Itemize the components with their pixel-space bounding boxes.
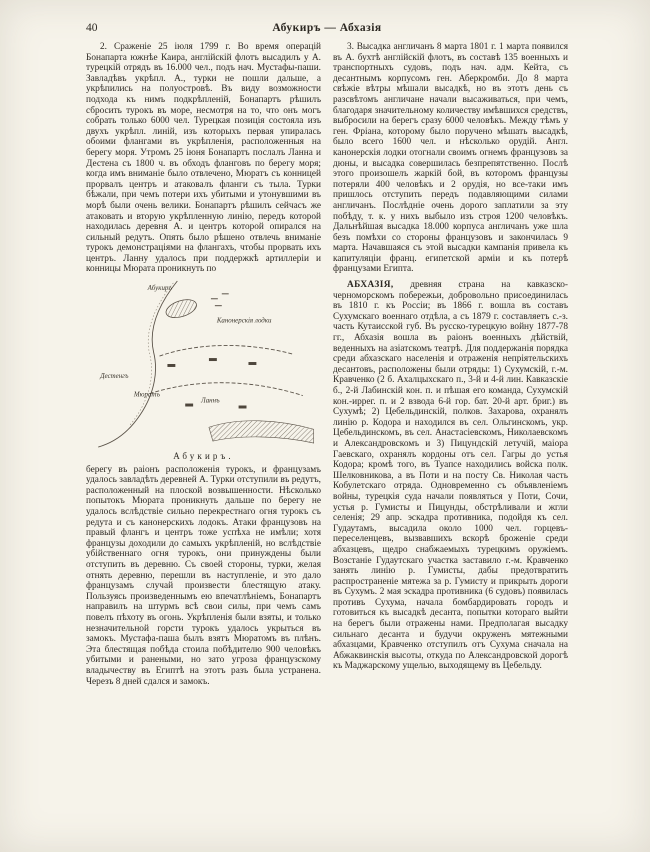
article-body-abkhazia: древняя страна на кавказско-черноморскомъ побережьи, добровольно присоединилась въ 1810 г. къ Россіи; въ 1866 г. вошла въ составъ Сухумскаго военнаго отдѣла, а съ 1879 г. составляетъ с.-з. часть Кутаисской губ. Въ русско-турецкую войну 1877-78 гг., Абхазія вошла въ раіонъ военныхъ дѣйствій, веденныхъ на азіатскомъ театрѣ. Для поддержанія порядка среди абхазскаго населенія и отраженія непріятельскихъ десантовъ, расположены были отряды: 1) Сухумскій, г.-м. Кравченко (2 б. Ахалцыхскаго п., 3-й и 4-й лин. Кавказскіе б., 2-й Лабинскій кон. п. и пѣшая его команда, Сухумскій кон.-иррег. п. и 2 взвода 6-й гор. бат. 20-й арт. бриг.) въ Сухумѣ; 2) Цебельдинскій, полков. Захарова, охранялъ линію р. Кодора и находился въ сел. Ольгинскомъ, укр. Цебельдинскомъ, въ сел. Анастасіевскомъ, Николаевскомъ и Александровскомъ и 3) Пицундскій летучій, маіора Гаевскаго, охранялъ кордоны отъ сел. Гагры до устья Кодора; кромѣ того, въ Туапсе находились войска полк. Шелковникова, а въ Поти и на посту Св. Николая часть Кобулетскаго отряда. Одновременно съ объявленіемъ войны, турецкія суда начали появляться у Поти, Сочи, устья р. Гумисты и Пицунды, обстрѣливали и жгли селенія; 29 апр. эскадра противника, подойдя къ сел. Гудаутамъ, высадила около 1000 чел. горцевъ-переселенцевъ, вызвавшихъ вскорѣ броженіе среди абхазцевъ, щедро снабжаемыхъ турецкимъ оружіемъ. Возстаніе Гудаутскаго участка заставило г.-м. Кравченко занять линію р. Гумисты, дабы предотвратить распространеніе мятежа за р. Гумисту и прикрыть дороги въ Сухумъ. 2 мая эскадра противника (6 судовъ) появилась противъ Сухума, начала бомбардировать городъ и готовиться къ высадкѣ десанта, попытки котораго выйти на берегъ были отражены нами. Предполагая высадку сильнаго десанта и будучи окруженъ мятежными абхазцами, Кравченко отступилъ отъ Сухума сначала на Абжаквинскія высоты, откуда по Александровской дорогѣ къ Маджарскому ущелью, выходящему въ Цебельду. (333, 280, 568, 672)
page-header (86, 22, 568, 34)
map-label-murat: Мюратъ (133, 391, 160, 399)
gunboat-marks (210, 294, 228, 306)
first-defense-line (159, 346, 292, 357)
paragraph-battle-1799: 2. Сраженіе 25 іюля 1799 г. Во время операцій Бонапарта южнѣе Каира, англійскій флотъ высадилъ у А. турецкій отрядъ въ 16.000 чел., подъ нач. Мустафы-паши. Завладѣвъ укрѣпл. А., турки не пошли дальше, а укрѣпились на полуостровѣ. Въ виду возможности подхода къ нимъ подкрѣпленій, Бонапартъ рѣшилъ сбросить турокъ въ море, несмотря на то, что онъ могъ собрать только 6000 чел. Турецкая позиція состояла изъ двухъ укрѣпл. линій, изъ которыхъ первая упиралась обоими флангами въ укрѣпленія, расположенныя на берегу моря. Утромъ 25 іюня Бонапартъ послалъ Ланна и Дестена съ 1800 ч. въ обходъ фланговъ по берегу моря; когда имъ вниманіе было отвлечено, Мюратъ съ конницей прорвалъ центръ и атаковалъ фланги съ тыла. Турки бѣжали, при чемъ потери ихъ убитыми и утонувшими въ морѣ были очень велики. Бонапартъ рѣшилъ сейчасъ же атаковать и вторую укрѣпленную линію, передъ которой находилась деревня А. и центръ которой опирался на сильный редутъ. Опять было рѣшено отвлечь вниманіе турокъ демонстраціями на флангахъ, чтобы прорвать ихъ центръ. Ланну удалось при поддержкѣ артиллеріи и конницы Мюрата проникнуть по (86, 42, 321, 275)
running-title: Абукиръ — Абхазія (272, 22, 382, 34)
map-label-gunboats: Канонерскія лодки (216, 317, 272, 325)
article-title-abkhazia: АБХАЗІЯ, (347, 280, 394, 291)
text-columns (86, 42, 568, 844)
second-defense-line (149, 383, 302, 396)
paragraph-abkhazia-article (333, 280, 568, 672)
page-number: 40 (86, 22, 98, 34)
abukir-map (90, 279, 318, 449)
map-label-fort: Абукиръ (147, 284, 172, 292)
map-figure (86, 279, 321, 462)
left-column (86, 42, 321, 844)
ridge-shape (208, 421, 313, 443)
map-label-lannes: Ланнъ (200, 397, 220, 405)
right-column (333, 42, 568, 844)
map-label-destaing: Дестенгъ (99, 372, 128, 380)
paragraph-battle-1799-continued: берегу въ раіонъ расположенія турокъ, и французамъ удалось завладѣть деревней А. Турки отступили въ редутъ, расположенный на плоской возвышенности. Нѣсколько попытокъ Мюрата проникнуть дальше по берегу не удалось вслѣдствіе сильно перекрестнаго огня турокъ съ редута и съ канонерскихъ лодокъ. Атаки французовъ на правый флангъ и центръ тоже успѣха не имѣли; хотя французы доходили до самыхъ укрѣпленій, но вслѣдствіе убійственнаго огня турокъ, они принуждены были отступить въ деревню. Съ своей стороны, турки, желая отнять деревню, перешли въ наступленіе, и это дало французамъ случай произвести блестящую атаку. Пользуясь произведеннымъ ею впечатлѣніемъ, Бонапартъ направилъ на штурмъ всѣ свои силы, при чемъ самъ повелъ пѣхоту въ огонь. Укрѣпленія были взяты, и только незначительной горсти турокъ удалось укрыться въ замокъ. Мустафа-паша былъ взятъ Мюратомъ въ плѣнъ. Эта блестящая побѣда стоила побѣдителю 900 человѣкъ убитыми и ранеными, но зато угроза французскому владычеству въ Египтѣ на этотъ разъ была устранена. Черезъ 8 дней сдался и замокъ. (86, 464, 321, 687)
fort-abukir-shape (163, 296, 198, 321)
map-caption: Абукиръ. (173, 451, 234, 462)
paragraph-landing-1801: 3. Высадка англичанъ 8 марта 1801 г. 1 марта появился въ А. бухтѣ англійскій флотъ, въ составѣ 135 военныхъ и транспортныхъ судовъ, подъ нач. адм. Кейта, съ десантнымъ корпусомъ ген. Аберкромби. До 8 марта свѣжіе вѣтры мѣшали высадкѣ, но въ этотъ день съ разсвѣтомъ англичане начали высаживаться, при чемъ, благодаря значительному количеству имѣвшихся средствъ, выбросили на берегъ сразу 6000 человѣкъ. Между тѣмъ у ген. Фріана, которому было поручено мѣшать высадкѣ, было всего 1600 чел. и нѣсколько орудій. Англ. канонерскія лодки отогнали своимъ огнемъ французовъ за дюны, и высадка совершилась безпрепятственно. Послѣ этого произошелъ жаркій бой, въ которомъ французы потеряли 400 человѣкъ и 2 орудія, но все-таки имъ пришлось отступить передъ подавляющими силами англичанъ. Послѣдніе очень дорого заплатили за эту побѣду, т. к. у нихъ выбыло изъ строя 1200 человѣкъ. Дальнѣйшая высадка 18.000 корпуса англичанъ уже шла безъ помѣхи со стороны французовъ и закончилась 9 марта. Начавшаяся съ этой высадки кампанія привела къ капитуляціи франц. египетской арміи и къ потерѣ французами Египта. (333, 42, 568, 275)
coastline (98, 281, 177, 447)
